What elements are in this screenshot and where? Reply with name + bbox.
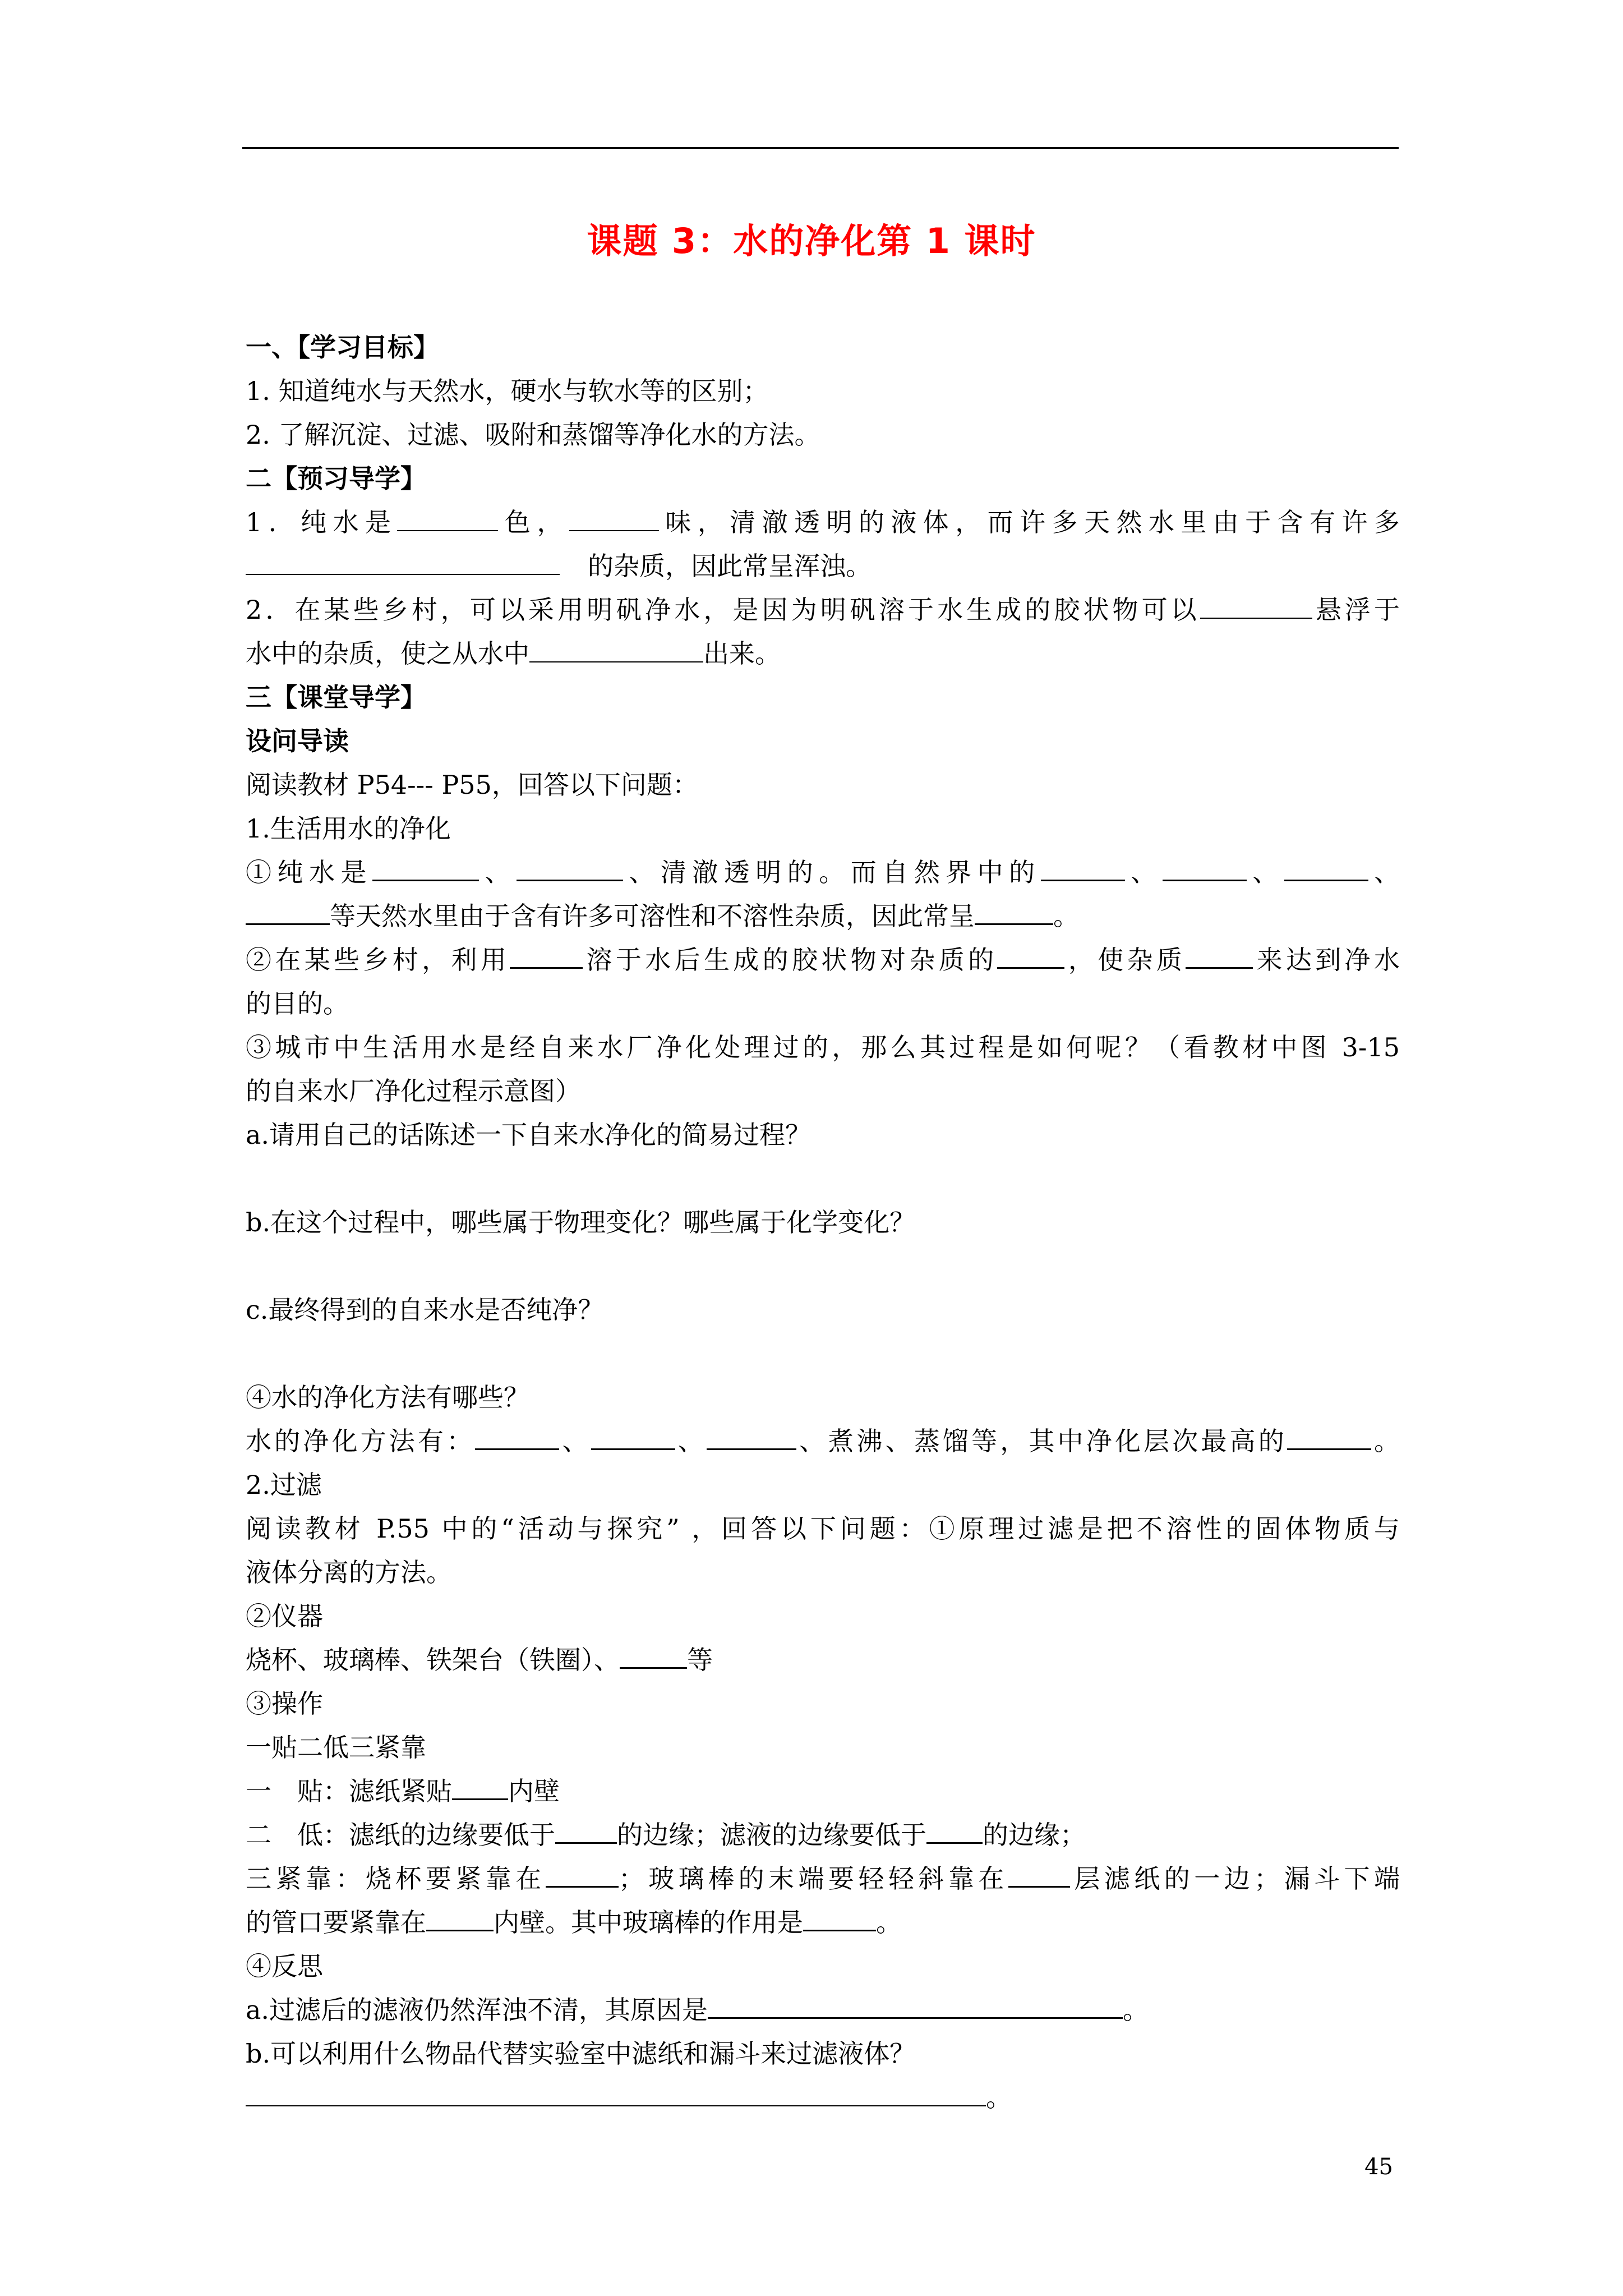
fill-blank[interactable] [569, 504, 659, 531]
page-title: 课题 3：水的净化第 1 课时 [587, 220, 1036, 261]
operation-heading: ③操作 [246, 1688, 323, 1719]
p3-line1: ③城市中生活用水是经自来水厂净化处理过的，那么其过程是如何呢？（看教材中图 3-15 [246, 1032, 1400, 1062]
fill-blank[interactable] [708, 1991, 1123, 2019]
p2-line1: ②在某些乡村，利用 溶于水后生成的胶状物对杂质的 ，使杂质 来达到净水 [246, 938, 1400, 982]
fill-blank[interactable] [510, 941, 583, 969]
fill-blank[interactable] [246, 2079, 986, 2106]
fill-blank[interactable] [707, 1423, 796, 1450]
instruments-heading: ②仪器 [246, 1601, 323, 1631]
preview-q1-line2: 的杂质，因此常呈浑浊。 [246, 544, 1400, 588]
reflection-b: b.可以利用什么物品代替实验室中滤纸和漏斗来过滤液体？ [246, 2039, 916, 2069]
p1-line1: ①纯水是 、 、清澈透明的。而自然界中的 、 、 、 [246, 850, 1400, 894]
operation-rule: 一贴二低三紧靠 [246, 1732, 426, 1763]
reading-instruction: 阅读教材 P54--- P55，回答以下问题： [246, 770, 698, 800]
subheading-guided-reading: 设问导读 [246, 726, 349, 756]
section-2-heading: 二【预习导学】 [246, 463, 426, 494]
rule-two-low: 二 低：滤纸的边缘要低于 的边缘；滤液的边缘要低于 的边缘； [246, 1813, 1400, 1857]
p3-line2: 的自来水厂净化过程示意图） [246, 1076, 581, 1106]
fill-blank[interactable] [926, 1816, 983, 1844]
reflection-heading: ④反思 [246, 1951, 323, 1981]
rule-one-stick: 一 贴：滤纸紧贴 内壁 [246, 1769, 1400, 1813]
answer-space [246, 1157, 1400, 1200]
reflection-a: a.过滤后的滤液仍然浑浊不清，其原因是 。 [246, 1988, 1400, 2032]
fill-blank[interactable] [620, 1641, 687, 1669]
preview-q2-line2: 水中的杂质，使之从水中 出来。 [246, 632, 1400, 675]
preview-q1-line1: 1．纯水是 色， 味，清澈透明的液体，而许多天然水里由于含有许多 [246, 500, 1400, 544]
p1-line2: 等天然水里由于含有许多可溶性和不溶性杂质，因此常呈 。 [246, 894, 1400, 938]
f1-line1: 阅读教材 P.55 中的“活动与探究” ，回答以下问题：①原理过滤是把不溶性的固体物质与 [246, 1513, 1400, 1544]
fill-blank[interactable] [997, 941, 1064, 969]
instruments-list: 烧杯、玻璃棒、铁架台（铁圈）、 等 [246, 1638, 1400, 1682]
fill-blank[interactable] [452, 1773, 508, 1800]
p4-methods: 水的净化方法有： 、 、 、煮沸、蒸馏等，其中净化层次最高的 。 [246, 1419, 1400, 1463]
fill-blank[interactable] [546, 1860, 619, 1888]
question-c: c.最终得到的自来水是否纯净？ [246, 1295, 604, 1325]
fill-blank[interactable] [397, 504, 498, 531]
fill-blank[interactable] [1163, 854, 1247, 881]
fill-blank[interactable] [529, 636, 703, 662]
fill-blank[interactable] [1041, 854, 1125, 881]
rule-three-close-line2: 的管口要紧靠在 内壁。其中玻璃棒的作用是 。 [246, 1901, 1400, 1944]
f1-line2: 液体分离的方法。 [246, 1557, 452, 1588]
fill-blank[interactable] [246, 898, 330, 925]
fill-blank[interactable] [475, 1423, 559, 1450]
rule-three-close-line1: 三紧靠：烧杯要紧靠在 ；玻璃棒的末端要轻轻斜靠在 层滤纸的一边；漏斗下端 [246, 1857, 1400, 1901]
fill-blank[interactable] [1284, 854, 1368, 881]
fill-blank[interactable] [517, 854, 623, 881]
fill-blank[interactable] [555, 1816, 617, 1844]
document-body [246, 325, 1400, 2119]
p2-line2: 的目的。 [246, 988, 349, 1019]
fill-blank[interactable] [1287, 1423, 1371, 1450]
fill-blank[interactable] [1008, 1860, 1070, 1888]
fill-blank[interactable] [246, 548, 560, 575]
goal-item-1: 1. 知道纯水与天然水，硬水与软水等的区别； [246, 376, 769, 406]
subsection-2: 2.过滤 [246, 1470, 322, 1500]
section-3-heading: 三【课堂导学】 [246, 682, 426, 712]
preview-q2-line1: 2．在某些乡村，可以采用明矾净水，是因为明矾溶于水生成的胶状物可以 悬浮于 [246, 588, 1400, 632]
fill-blank[interactable] [1186, 941, 1253, 969]
subsection-1: 1.生活用水的净化 [246, 813, 451, 844]
question-a: a.请用自己的话陈述一下自来水净化的简易过程？ [246, 1120, 811, 1150]
section-1-heading: 一、【学习目标】 [246, 332, 439, 362]
fill-blank[interactable] [975, 898, 1053, 925]
goal-item-2: 2. 了解沉淀、过滤、吸附和蒸馏等净化水的方法。 [246, 420, 820, 450]
question-b: b.在这个过程中，哪些属于物理变化？哪些属于化学变化？ [246, 1207, 916, 1237]
reflection-b-answer: 。 [246, 2076, 1400, 2119]
fill-blank[interactable] [426, 1904, 494, 1931]
page-number: 45 [1364, 2154, 1393, 2180]
p4-question: ④水的净化方法有哪些？ [246, 1382, 529, 1412]
fill-blank[interactable] [591, 1423, 675, 1450]
fill-blank[interactable] [1200, 592, 1312, 619]
fill-blank[interactable] [372, 854, 479, 881]
answer-space [246, 1332, 1400, 1375]
header-rule [242, 147, 1399, 149]
fill-blank[interactable] [803, 1904, 876, 1931]
answer-space [246, 1244, 1400, 1288]
